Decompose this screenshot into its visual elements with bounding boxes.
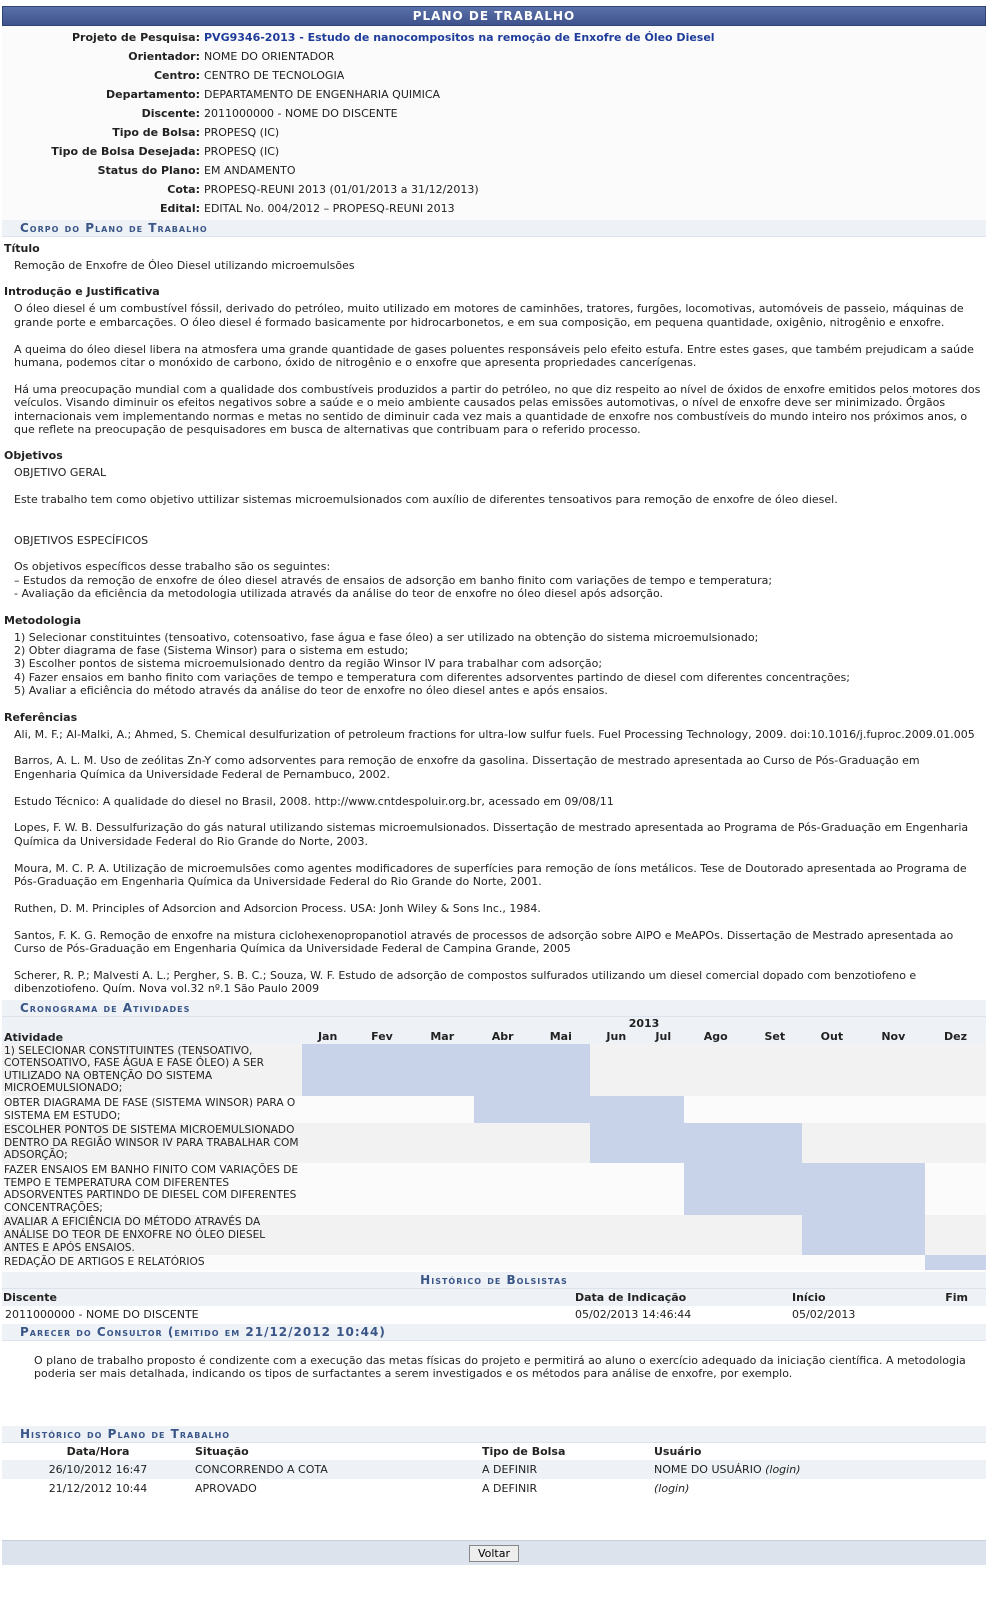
info-value: DEPARTAMENTO DE ENGENHARIA QUIMICA (204, 88, 441, 101)
activity-label: REDAÇÃO DE ARTIGOS E RELATÓRIOS (2, 1255, 302, 1270)
schedule-bar-cell (862, 1215, 925, 1255)
table-cell: 21/12/2012 10:44 (48, 1481, 148, 1495)
info-value: 2011000000 - NOME DO DISCENTE (204, 107, 398, 120)
schedule-bar-cell (642, 1096, 684, 1123)
schedule-cell (684, 1215, 747, 1255)
activity-label: ESCOLHER PONTOS DE SISTEMA MICROEMULSIONADO DENTRO DA REGIÃO WINSOR IV PARA TRABALHAR COM ADSORÇÃO; (2, 1123, 302, 1163)
schedule-bar-cell (862, 1163, 925, 1215)
schedule-cell (642, 1255, 684, 1270)
schedule-cell (302, 1163, 353, 1215)
info-label: Tipo de Bolsa Desejada: (51, 145, 200, 158)
schedule-cell (747, 1044, 802, 1096)
schedule-cell (802, 1255, 861, 1270)
plano-panel (2, 6, 986, 1498)
schedule-cell (747, 1255, 802, 1270)
schedule-cell (590, 1044, 642, 1096)
historico-plano-header: Histórico do Plano de Trabalho (2, 1426, 986, 1443)
activity-row (2, 1255, 986, 1270)
schedule-cell (684, 1255, 747, 1270)
schedule-cell (302, 1096, 353, 1123)
column-header: Início (792, 1290, 826, 1304)
schedule-cell (802, 1096, 861, 1123)
schedule-cell (474, 1215, 532, 1255)
column-header: Situação (195, 1444, 249, 1458)
info-row (2, 161, 986, 180)
cronograma-header: Cronograma de Atividades (2, 1000, 986, 1017)
activity-label: OBTER DIAGRAMA DE FASE (SISTEMA WINSOR) PARA O SISTEMA EM ESTUDO; (2, 1096, 302, 1123)
user-login: (login) (765, 1462, 801, 1476)
schedule-cell (747, 1215, 802, 1255)
info-value: EDITAL No. 004/2012 – PROPESQ-REUNI 2013 (204, 202, 455, 215)
month-header: Jun (606, 1030, 627, 1044)
metodologia-label: Metodologia (4, 613, 82, 627)
schedule-cell (353, 1255, 410, 1270)
month-header: Dez (944, 1030, 967, 1044)
info-row (2, 66, 986, 85)
schedule-bar-cell (684, 1123, 747, 1163)
column-header: Data de Indicação (575, 1290, 687, 1304)
activity-label: FAZER ENSAIOS EM BANHO FINITO COM VARIAÇÕES DE TEMPO E TEMPERATURA COM DIFERENTES ADSORVENTES PARTINDO DE DIESEL COM DIFERENTES CONCENTRAÇÕES; (2, 1163, 302, 1215)
cronograma-table (2, 1017, 986, 1270)
info-value: EM ANDAMENTO (204, 164, 296, 177)
info-value: NOME DO ORIENTADOR (204, 50, 335, 63)
page-title: PLANO DE TRABALHO (2, 6, 986, 26)
schedule-cell (590, 1163, 642, 1215)
schedule-cell (747, 1096, 802, 1123)
table-cell: 05/02/2013 (792, 1308, 856, 1322)
corpo-header: Corpo do Plano de Trabalho (2, 220, 986, 237)
schedule-cell (642, 1163, 684, 1215)
activity-row (2, 1044, 986, 1096)
schedule-cell (590, 1215, 642, 1255)
month-header: Abr (491, 1030, 514, 1044)
table-cell (913, 1306, 986, 1324)
schedule-cell (532, 1123, 591, 1163)
table-cell: A DEFINIR (482, 1481, 538, 1495)
schedule-cell (474, 1123, 532, 1163)
month-header: Mar (430, 1030, 455, 1044)
month-header: Ago (703, 1030, 728, 1044)
column-header: Usuário (654, 1444, 702, 1458)
info-label: Orientador: (128, 50, 200, 63)
schedule-cell (353, 1215, 410, 1255)
schedule-cell (411, 1096, 474, 1123)
schedule-cell (302, 1255, 353, 1270)
activity-row (2, 1163, 986, 1215)
table-row (2, 1479, 986, 1498)
month-header: Nov (881, 1030, 906, 1044)
info-section (2, 26, 986, 220)
schedule-cell (862, 1255, 925, 1270)
column-header: Data/Hora (66, 1444, 130, 1458)
info-label: Tipo de Bolsa: (112, 126, 200, 139)
schedule-bar-cell (302, 1044, 353, 1096)
activity-label: AVALIAR A EFICIÊNCIA DO MÉTODO ATRAVÉS DA ANÁLISE DO TEOR DE ENXOFRE NO ÓLEO DIESEL ANTES E APÓS ENSAIOS. (2, 1215, 302, 1255)
schedule-cell (532, 1163, 591, 1215)
schedule-cell (862, 1044, 925, 1096)
objetivos-label: Objetivos (4, 449, 63, 463)
activity-label: 1) SELECIONAR CONSTITUINTES (TENSOATIVO, COTENSOATIVO, FASE ÁGUA E FASE ÓLEO) A SER UTILIZADO NA OBTENÇÃO DO SISTEMA MICROEMULSIONADO; (2, 1044, 302, 1096)
schedule-cell (925, 1123, 986, 1163)
table-cell: 26/10/2012 16:47 (2, 1460, 194, 1479)
table-cell (653, 1479, 986, 1498)
schedule-cell (411, 1123, 474, 1163)
month-header: Set (764, 1030, 786, 1044)
schedule-bar-cell (925, 1255, 986, 1270)
schedule-cell (411, 1255, 474, 1270)
schedule-cell (925, 1096, 986, 1123)
schedule-cell (474, 1163, 532, 1215)
info-label: Projeto de Pesquisa: (72, 31, 200, 44)
schedule-cell (302, 1123, 353, 1163)
schedule-cell (642, 1215, 684, 1255)
table-cell: 2011000000 - NOME DO DISCENTE (5, 1308, 199, 1322)
info-row (2, 28, 986, 47)
metodologia-text: 1) Selecionar constituintes (tensoativo, cotensoativo, fase água e fase óleo) a ser utilizado na obtenção do sistema microemulsionado; 2) Obter diagrama de fase (Sistema Winsor) para o sistema em estudo; 3) Escolher pontos de sistema microemulsionado dentro da região Winsor IV para trabalhar com adsorção; 4) Fazer ensaios em banho finito com variações de tempo e temperatura com diferentes adsorventes partindo de diesel com diferentes concentrações; 5) Avaliar a eficiência do método através da análise do teor de enxofre no óleo diesel antes e após ensaios. (14, 630, 850, 698)
activity-row (2, 1215, 986, 1255)
schedule-cell (802, 1123, 861, 1163)
schedule-bar-cell (532, 1096, 591, 1123)
schedule-cell (684, 1096, 747, 1123)
schedule-bar-cell (642, 1123, 684, 1163)
schedule-cell (642, 1044, 684, 1096)
schedule-bar-cell (474, 1096, 532, 1123)
projeto-link[interactable]: PVG9346-2013 - Estudo de nanocompositos na remoção de Enxofre de Óleo Diesel (204, 31, 715, 44)
info-row (2, 199, 986, 218)
schedule-cell (353, 1163, 410, 1215)
user-name: NOME DO USUÁRIO (654, 1462, 762, 1476)
info-row (2, 85, 986, 104)
month-header: Fev (371, 1030, 393, 1044)
month-header: Jan (317, 1030, 338, 1044)
schedule-bar-cell (353, 1044, 410, 1096)
schedule-bar-cell (802, 1215, 861, 1255)
historico-plano-table (2, 1443, 986, 1498)
parecer-header: Parecer do Consultor (emitido em 21/12/2012 10:44) (2, 1324, 986, 1341)
info-row (2, 123, 986, 142)
referencias-text: Ali, M. F.; Al-Malki, A.; Ahmed, S. Chemical desulfurization of petroleum fractions for ultra-low sulfur fuels. Fuel Processing Technology, 2009. doi:10.1016/j.fuproc.2009.01.005 Barros, A. L. M. Uso de zeólitas Zn-Y como adsorventes para remoção de enxofre da gasolina. Dissertação de mestrado apresentada ao Curso de Pós-Graduação em Engenharia Química da Universidade Federal de Pernambuco, 2002. Estudo Técnico: A qualidade do diesel no Brasil, 2008. http://www.cntdespoluir.org.br, acessado em 09/08/11 Lopes, F. W. B. Dessulfurização do gás natural utilizando sistemas microemulsionados. Dissertação de mestrado apresentada ao Programa de Pós-Graduação em Engenharia Química da Universidade Federal do Rio Grande do Norte, 2003. Moura, M. C. P. A. Utilização de microemulsões como agentes modificadores de superfícies para remoção de íons metálicos. Tese de Doutorado apresentada ao Programa de Pós-Graduação em Engenharia Química da Universidade Federal do Rio Grande do Norte, 2001. Ruthen, D. M. Principles of Adsorcion and Adsorcion Process. USA: Jonh Wiley & Sons Inc., 1984. Santos, F. K. G. Remoção de enxofre na mistura ciclohexenopropanotiol através de processos de adsorção sobre AlPO e MeAPOs. Dissertação de Mestrado apresentada ao Curso de Pós-Graduação em Engenharia Química da Universidade Federal de Campina Grande, 2005 Scherer, R. P.; Malvesti A. L.; Pergher, S. B. C.; Souza, W. F. Estudo de adsorção de compostos sulfurados utilizando um diesel comercial dopado com benzotiofeno e dibenzotiofeno. Quím. Nova vol.32 nº.1 São Paulo 2009 (14, 727, 975, 996)
table-row (2, 1306, 986, 1324)
schedule-cell (474, 1255, 532, 1270)
schedule-cell (353, 1096, 410, 1123)
info-label: Discente: (141, 107, 200, 120)
info-label: Centro: (153, 69, 200, 82)
objetivos-text: OBJETIVO GERAL Este trabalho tem como objetivo uttilizar sistemas microemulsionados com auxílio de diferentes tensoativos para remoção de enxofre de óleo diesel. OBJETIVOS ESPECÍFICOS Os objetivos específicos desse trabalho são os seguintes: – Estudos da remoção de enxofre de óleo diesel através de ensaios de adsorção em banho finito com variações de tempo e temperatura; - Avaliação da eficiência da metodologia utilizada através da análise do teor de enxofre no óleo diesel após adsorção. (14, 466, 838, 601)
info-row (2, 47, 986, 66)
schedule-bar-cell (590, 1096, 642, 1123)
schedule-cell (862, 1123, 925, 1163)
month-header: Jul (655, 1030, 672, 1044)
info-label: Edital: (159, 202, 200, 215)
schedule-bar-cell (747, 1163, 802, 1215)
referencias-label: Referências (4, 710, 78, 724)
column-header: Tipo de Bolsa (482, 1444, 566, 1458)
schedule-bar-cell (684, 1163, 747, 1215)
info-row (2, 142, 986, 161)
info-row (2, 104, 986, 123)
column-header: Fim (945, 1290, 968, 1304)
schedule-cell (353, 1123, 410, 1163)
schedule-cell (925, 1163, 986, 1215)
activity-row (2, 1096, 986, 1123)
schedule-cell (532, 1255, 591, 1270)
schedule-cell (411, 1215, 474, 1255)
parecer-text: O plano de trabalho proposto é condizente com a execução das metas físicas do projeto e permitirá ao aluno o exercício adequado da iniciação científica. A metodologia poderia ser mais detalhada, indicando os tipos de surfactantes a serem investigados e os métodos para análise de enxofre, por exemplo. (34, 1353, 966, 1381)
schedule-cell (802, 1044, 861, 1096)
schedule-bar-cell (532, 1044, 591, 1096)
schedule-cell (590, 1255, 642, 1270)
table-cell: APROVADO (195, 1481, 257, 1495)
intro-label: Introdução e Justificativa (4, 285, 160, 299)
year-header: 2013 (628, 1016, 660, 1030)
table-cell: A DEFINIR (481, 1460, 653, 1479)
schedule-cell (862, 1096, 925, 1123)
user-login: (login) (654, 1481, 690, 1495)
schedule-bar-cell (411, 1044, 474, 1096)
activity-row (2, 1123, 986, 1163)
info-label: Cota: (167, 183, 200, 196)
info-value: PROPESQ-REUNI 2013 (01/01/2013 a 31/12/2013) (204, 183, 479, 196)
schedule-bar-cell (802, 1163, 861, 1215)
titulo-text: Remoção de Enxofre de Óleo Diesel utilizando microemulsões (14, 259, 355, 272)
historico-bolsistas-table (2, 1289, 986, 1324)
intro-text: O óleo diesel é um combustível fóssil, derivado do petróleo, muito utilizado em motores de caminhões, tratores, furgões, locomotivas, automóveis de passeio, máquinas de grande porte e embarcações. O óleo diesel é formado basicamente por hidrocarbonetos, e em sua composição, em pequena quantidade, oxigênio, nitrogênio e enxofre. A queima do óleo diesel libera na atmosfera uma grande quantidade de gases poluentes responsáveis pelo efeito estufa. Entre estes gases, que também prejudicam a saúde humana, podemos citar o monóxido de carbono, óxido de nitrogênio e o enxofre que apresenta propriedades cancerígenas. Há uma preocupação mundial com a qualidade dos combustíveis produzidos a partir do petróleo, no que diz respeito ao nível de óxidos de enxofre emitidos pelos motores dos veículos. Visando diminuir os efeitos negativos sobre a saúde e o meio ambiente causados pelas emissões automotivas, o nível de enxofre deve ser minimizado. Órgãos internacionais vem implementando normas e metas no sentido de diminuir cada vez mais a quantidade de enxofre nos combustíveis do mundo inteiro nos próximos anos, o que reflete na preocupação de pesquisadores em busca de alternativas que contribuam para o referido processo. (14, 302, 981, 437)
schedule-bar-cell (590, 1123, 642, 1163)
info-value: PROPESQ (IC) (204, 126, 280, 139)
table-cell (653, 1460, 986, 1479)
schedule-cell (925, 1215, 986, 1255)
info-value: PROPESQ (IC) (204, 145, 280, 158)
month-header: Out (820, 1030, 844, 1044)
info-value: CENTRO DE TECNOLOGIA (204, 69, 345, 82)
schedule-bar-cell (747, 1123, 802, 1163)
info-row (2, 180, 986, 199)
info-label: Departamento: (106, 88, 200, 101)
schedule-bar-cell (474, 1044, 532, 1096)
corpo-body (2, 242, 986, 996)
voltar-button[interactable]: Voltar (469, 1545, 519, 1562)
month-header: Mai (549, 1030, 572, 1044)
table-row (2, 1460, 986, 1479)
historico-bolsistas-header: Histórico de Bolsistas (2, 1272, 986, 1289)
info-label: Status do Plano: (97, 164, 200, 177)
schedule-cell (925, 1044, 986, 1096)
column-header: Discente (3, 1290, 57, 1304)
schedule-cell (532, 1215, 591, 1255)
schedule-cell (302, 1215, 353, 1255)
atividade-header: Atividade (4, 1030, 64, 1044)
table-cell: CONCORRENDO A COTA (194, 1460, 481, 1479)
schedule-cell (684, 1044, 747, 1096)
footer-bar (2, 1540, 986, 1565)
schedule-cell (411, 1163, 474, 1215)
table-cell: 05/02/2013 14:46:44 (575, 1308, 692, 1322)
titulo-label: Título (4, 242, 40, 255)
